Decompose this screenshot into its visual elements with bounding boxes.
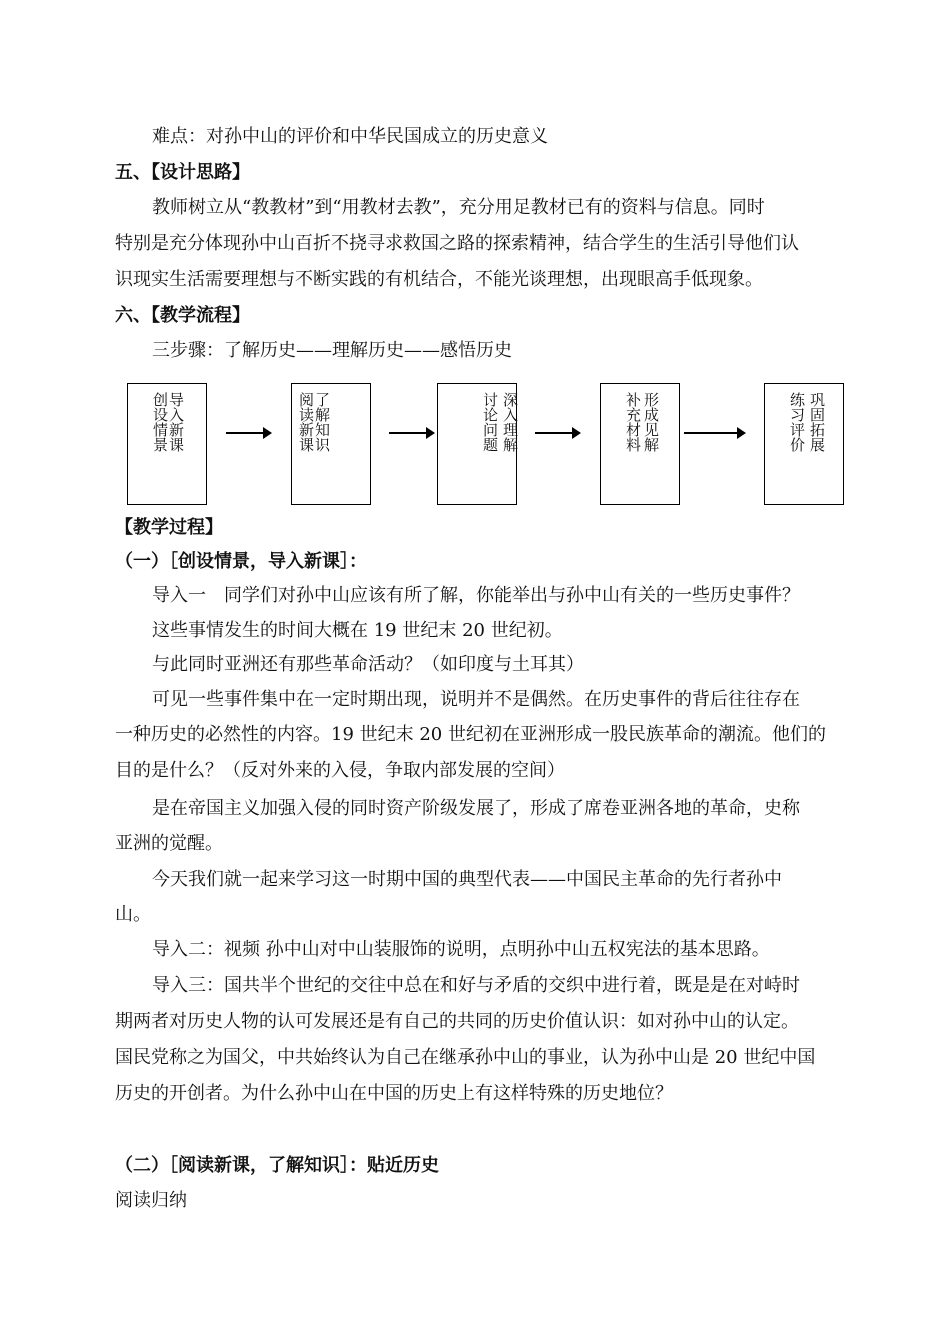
flow-box-4-col-2: 补充材料 — [624, 392, 642, 452]
flow-box-3 — [437, 383, 517, 505]
section-5-heading: 五、【设计思路】 — [115, 162, 250, 183]
intro-3-line-4: 历史的开创者。为什么孙中山在中国的历史上有这样特殊的历史地位？ — [115, 1083, 673, 1104]
flow-box-5-col-1: 巩固拓展 — [808, 392, 826, 452]
paragraph-b-line-1: 是在帝国主义加强入侵的同时资产阶级发展了，形成了席卷亚洲各地的革命，史称 — [152, 798, 800, 819]
read-summary-line: 阅读归纳 — [115, 1190, 187, 1211]
flow-box-4 — [600, 383, 680, 505]
paragraph-a-line-3: 目的是什么？（反对外来的入侵，争取内部发展的空间） — [115, 760, 565, 781]
paragraph-a-line-1: 可见一些事件集中在一定时期出现，说明并不是偶然。在历史事件的背后往往存在 — [152, 689, 800, 710]
flow-box-3-col-2: 讨论问题 — [481, 392, 499, 452]
design-paragraph-line-2: 特别是充分体现孙中山百折不挠寻求救国之路的探索精神，结合学生的生活引导他们认 — [115, 233, 799, 254]
part-2-heading: （二）［阅读新课，了解知识］：贴近历史 — [115, 1155, 439, 1176]
flow-box-4-col-1: 形成见解 — [642, 392, 660, 452]
flow-box-2 — [291, 383, 371, 505]
paragraph-a-line-2: 一种历史的必然性的内容。19 世纪末 20 世纪初在亚洲形成一股民族革命的潮流。他们的 — [115, 724, 826, 745]
section-6-heading: 六、【教学流程】 — [115, 305, 250, 326]
flow-box-2-col-1: 了解知识 — [313, 392, 331, 452]
paragraph-c-line-2: 山。 — [115, 904, 151, 925]
intro-3-line-1: 导入三：国共半个世纪的交往中总在和好与矛盾的交织中进行着，既是是在对峙时 — [152, 975, 800, 996]
flow-arrow-3 — [535, 432, 579, 434]
difficulty-line: 难点：对孙中山的评价和中华民国成立的历史意义 — [152, 126, 548, 147]
flow-arrow-1 — [226, 432, 270, 434]
flow-box-1-col-2: 创设情景 — [151, 392, 169, 452]
time-line: 这些事情发生的时间大概在 19 世纪末 20 世纪初。 — [152, 620, 563, 641]
three-steps-line: 三步骤：了解历史——理解历史——感悟历史 — [152, 340, 512, 361]
asia-question-line: 与此同时亚洲还有那些革命活动？（如印度与土耳其） — [152, 654, 584, 675]
design-paragraph-line-1: 教师树立从“教教材”到“用教材去教”，充分用足教材已有的资料与信息。同时 — [152, 197, 765, 218]
flow-box-2-col-2: 阅读新课 — [297, 392, 315, 452]
flow-arrow-4 — [684, 432, 744, 434]
paragraph-b-line-2: 亚洲的觉醒。 — [115, 833, 223, 854]
flow-box-5 — [764, 383, 844, 505]
intro-2-line: 导入二：视频 孙中山对中山装服饰的说明，点明孙中山五权宪法的基本思路。 — [152, 939, 770, 960]
flow-box-3-col-1: 深入理解 — [501, 392, 519, 452]
part-1-heading: （一）［创设情景，导入新课］： — [115, 551, 367, 572]
flow-box-1-col-1: 导入新课 — [167, 392, 185, 452]
intro-3-line-2: 期两者对历史人物的认可发展还是有自己的共同的历史价值认识：如对孙中山的认定。 — [115, 1011, 799, 1032]
flow-box-1 — [127, 383, 207, 505]
flow-arrow-2 — [389, 432, 433, 434]
teaching-process-heading: 【教学过程】 — [115, 517, 223, 538]
intro-1-line: 导入一 同学们对孙中山应该有所了解，你能举出与孙中山有关的一些历史事件？ — [152, 585, 800, 606]
paragraph-c-line-1: 今天我们就一起来学习这一时期中国的典型代表——中国民主革命的先行者孙中 — [152, 869, 782, 890]
intro-3-line-3: 国民党称之为国父，中共始终认为自己在继承孙中山的事业，认为孙中山是 20 世纪中国 — [115, 1047, 816, 1068]
design-paragraph-line-3: 识现实生活需要理想与不断实践的有机结合，不能光谈理想，出现眼高手低现象。 — [115, 269, 763, 290]
flow-box-5-col-2: 练习评价 — [788, 392, 806, 452]
